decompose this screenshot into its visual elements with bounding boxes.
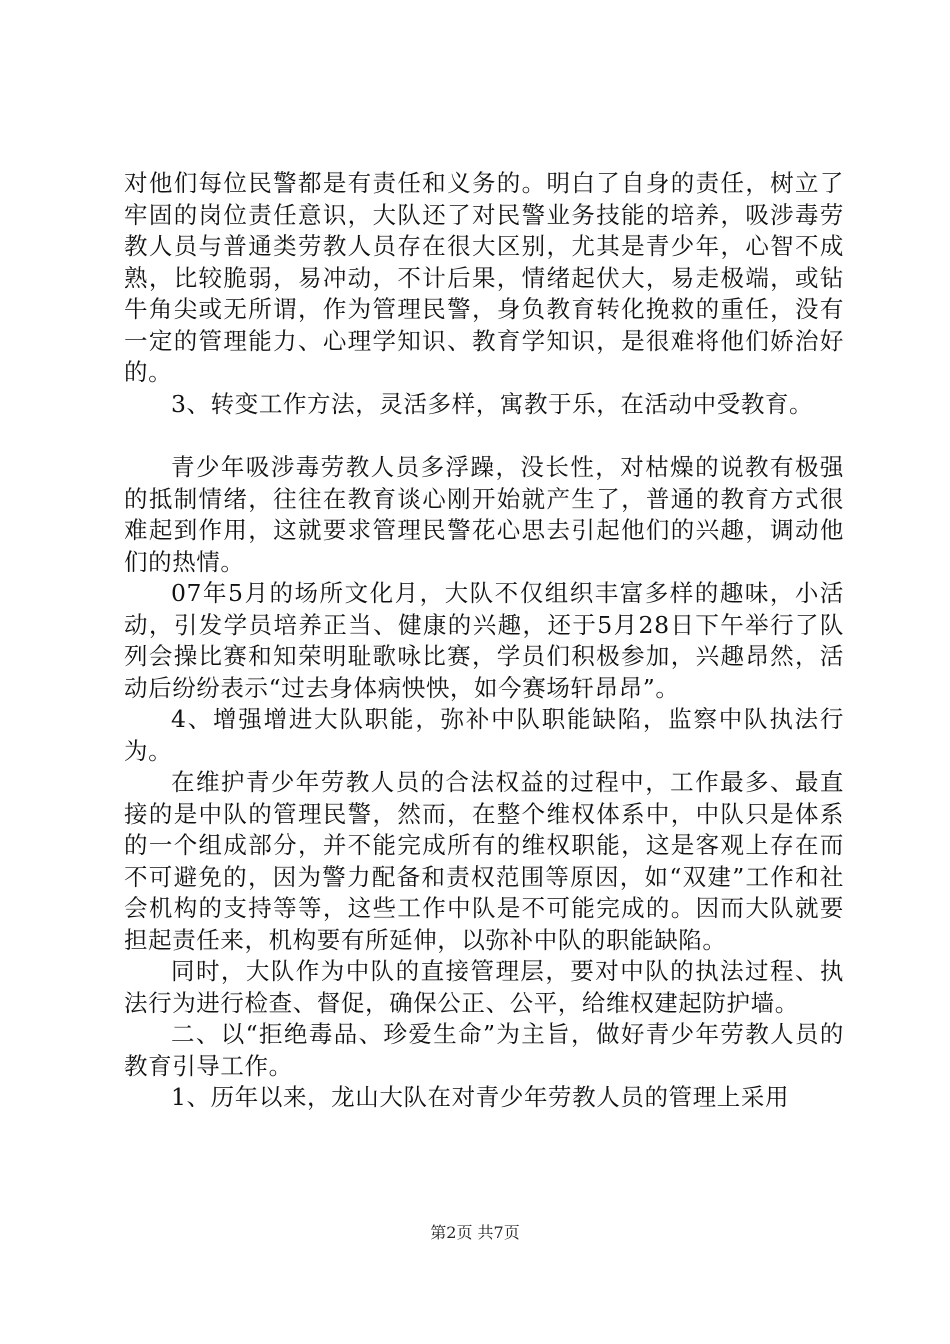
page-number-footer: 第2页 共7页	[430, 1223, 520, 1242]
paragraph-2-heading: 3、转变工作方法，灵活多样，寓教于乐，在活动中受教育。	[171, 389, 814, 418]
paragraph-3: 青少年吸涉毒劳教人员多浮躁，没长性，对枯燥的说教有极强的抵制情绪，往往在教育谈心刚开始就产生了，普通的教育方式很难起到作用，这就要求管理民警花心思去引起他们的兴趣，调动他们的热情。	[124, 453, 844, 576]
paragraph-1: 对他们每位民警都是有责任和义务的。明白了自身的责任，树立了牢固的岗位责任意识，大队还了对民警业务技能的培养，吸涉毒劳教人员与普通类劳教人员存在很大区别，尤其是青少年，心智不成熟，比较脆弱，易冲动，不计后果，情绪起伏大，易走极端，或钻牛角尖或无所谓，作为管理民警，身负教育转化挽救的重任，没有一定的管理能力、心理学知识、教育学知识，是很难将他们娇治好的。	[124, 169, 844, 386]
paragraph-4: 07年5月的场所文化月，大队不仅组织丰富多样的趣味，小活动，引发学员培养正当、健康的兴趣，还于5月28日下午举行了队列会操比赛和知荣明耻歌咏比赛，学员们积极参加，兴趣昂然，活动后纷纷表示“过去身体病怏怏，如今赛场轩昂昂”。	[124, 579, 844, 702]
paragraph-6: 在维护青少年劳教人员的合法权益的过程中，工作最多、最直接的是中队的管理民警，然而，在整个维权体系中，中队只是体系的一个组成部分，并不能完成所有的维权职能，这是客观上存在而不可避免的，因为警力配备和责权范围等原因，如“双建”工作和社会机构的支持等等，这些工作中队是不可能完成的。因而大队就要担起责任来，机构要有所延伸，以弥补中队的职能缺陷。	[124, 768, 844, 954]
paragraph-7: 同时，大队作为中队的直接管理层，要对中队的执法过程、执法行为进行检查、督促，确保公正、公平，给维权建起防护墙。	[124, 957, 844, 1017]
paragraph-5-heading: 4、增强增进大队职能，弥补中队职能缺陷，监察中队执法行为。	[124, 705, 844, 765]
paragraph-9: 1、历年以来，龙山大队在对青少年劳教人员的管理上采用	[171, 1083, 790, 1111]
document-body	[124, 168, 844, 1114]
paragraph-8-heading: 二、以“拒绝毒品、珍爱生命”为主旨，做好青少年劳教人员的教育引导工作。	[124, 1020, 844, 1080]
